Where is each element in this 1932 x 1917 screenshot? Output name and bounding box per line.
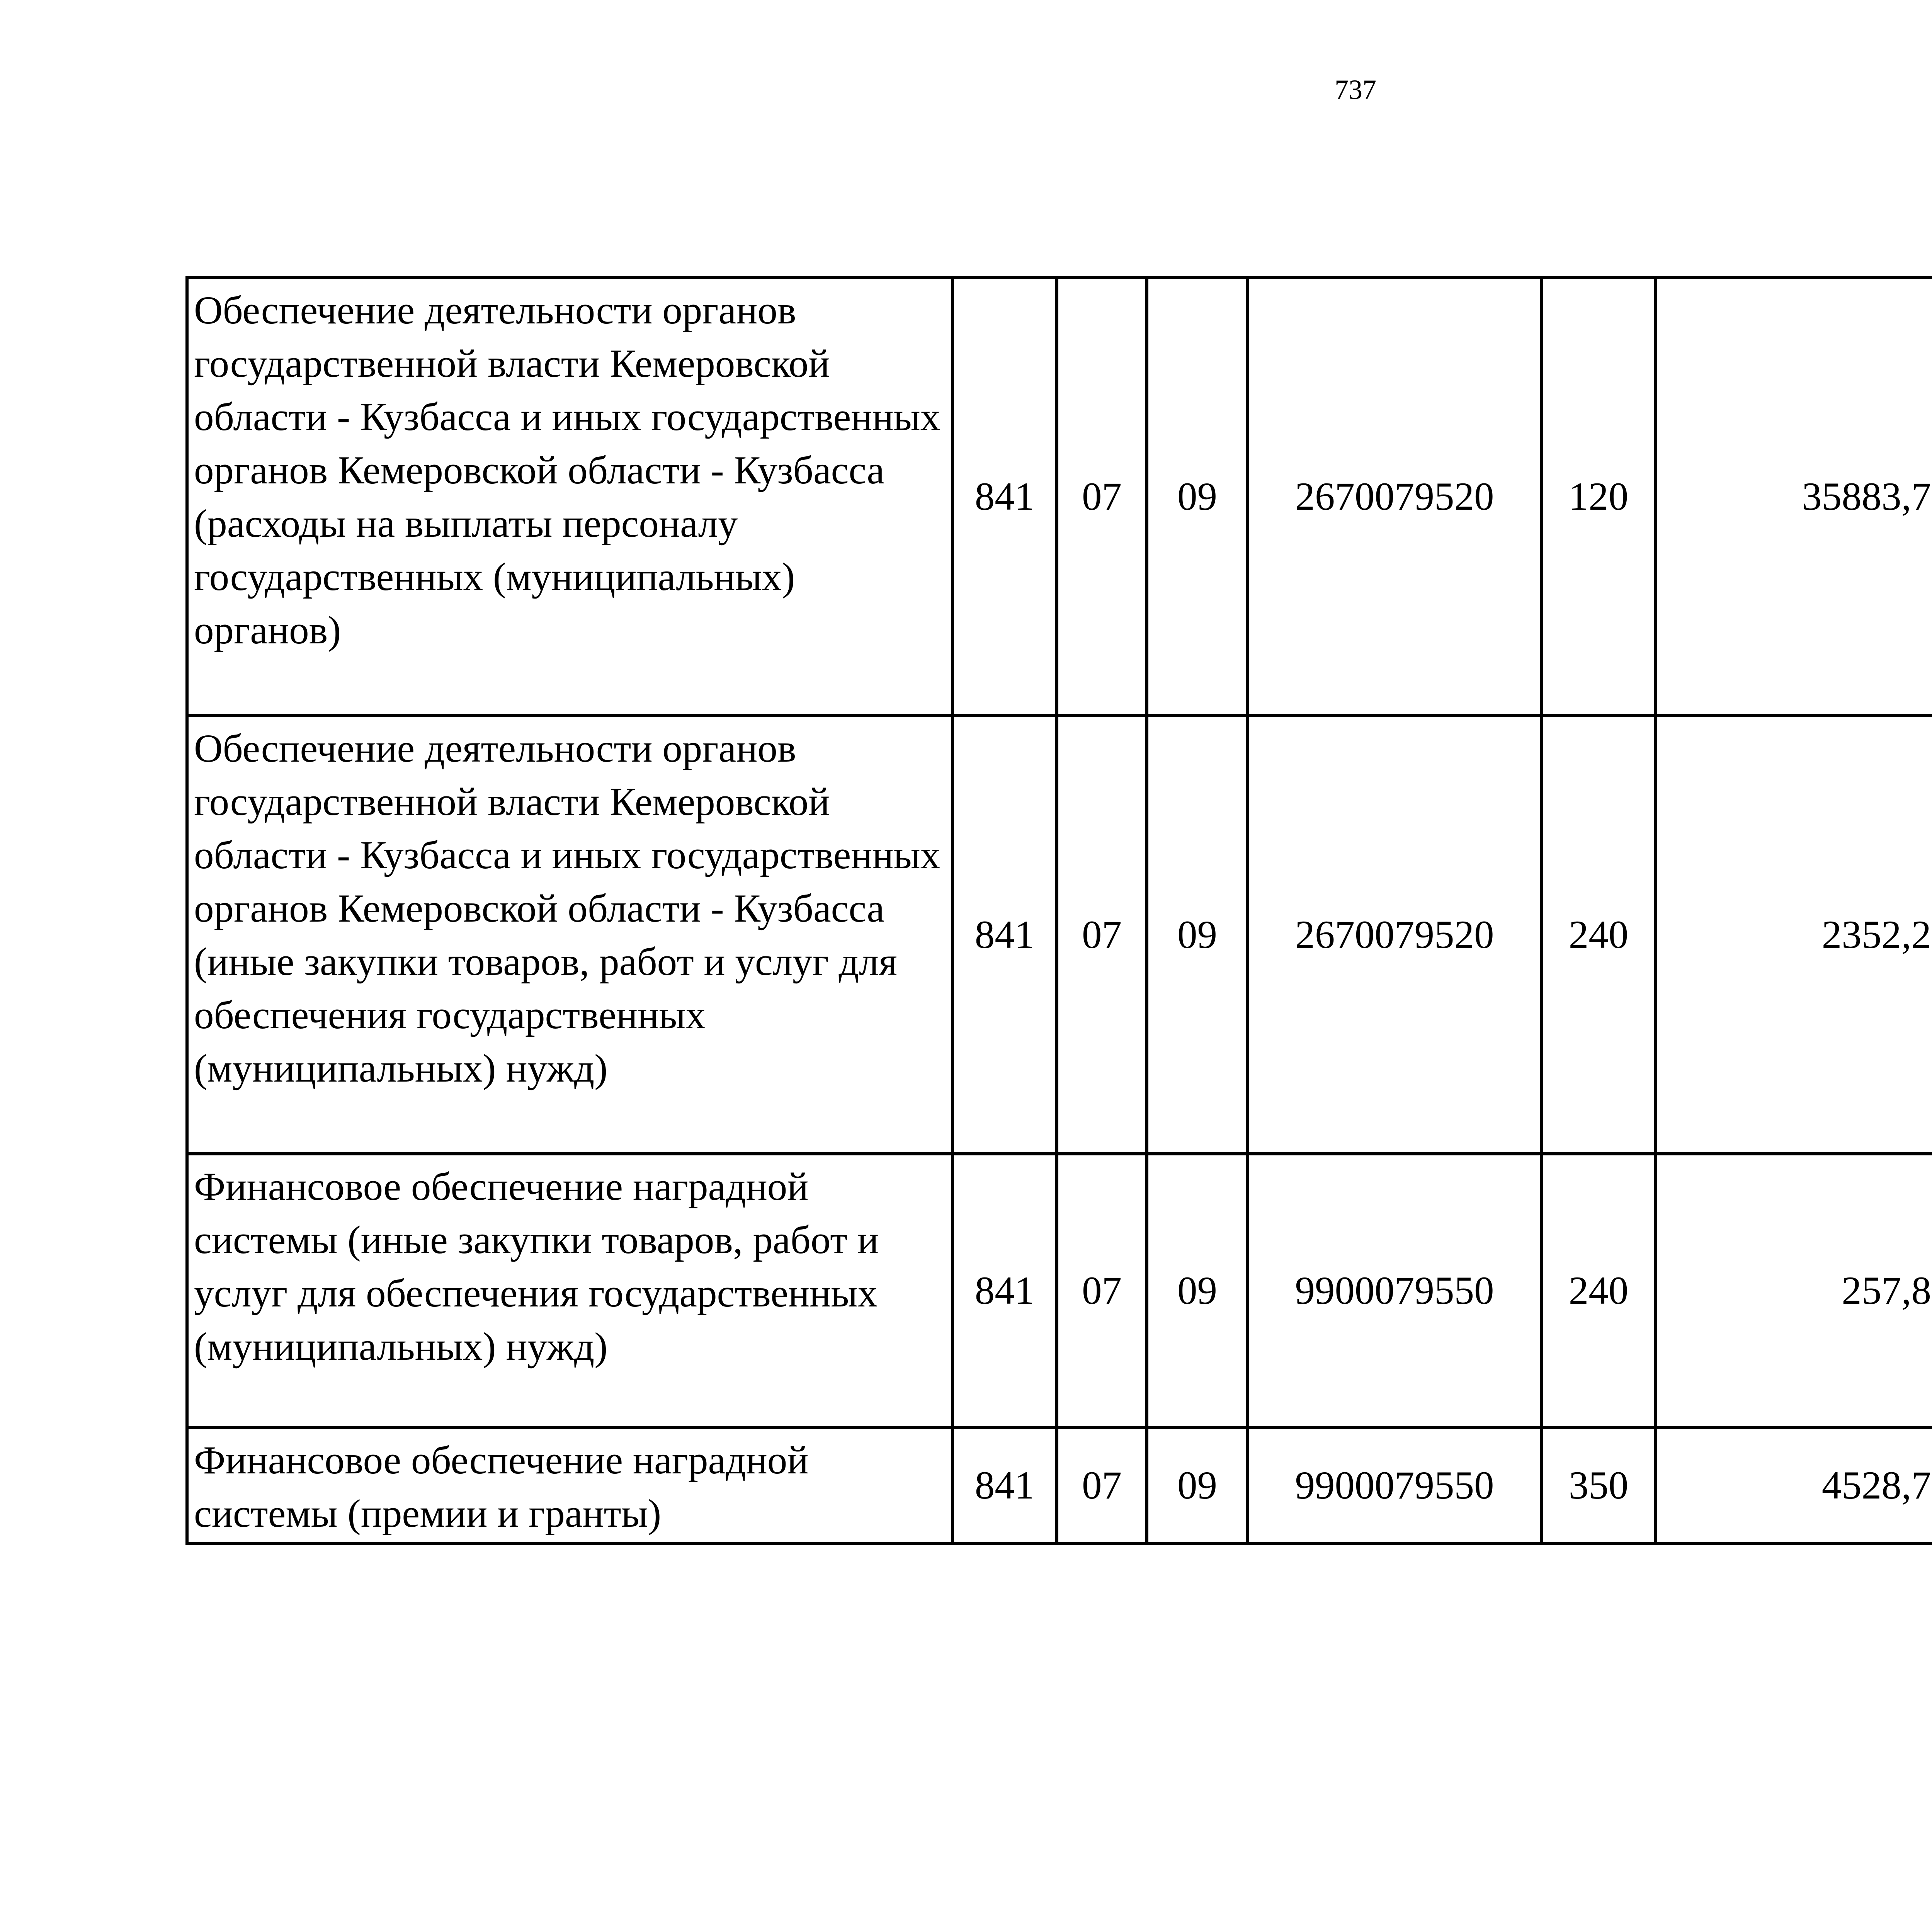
- row-description: Обеспечение деятельности органов государственной власти Кемеровской области - Кузбасса и иных государственных органов Кемеровской области - Кузбасса (иные закупки товаров, работ и услуг для обеспечения государственных (муниципальных) нужд): [187, 716, 952, 1154]
- section-code: 07: [1057, 716, 1147, 1154]
- subsection-code: 09: [1147, 716, 1248, 1154]
- table-row: [187, 716, 1932, 1154]
- row-description: Финансовое обеспечение наградной системы (иные закупки товаров, работ и услуг для обеспечения государственных (муниципальных) нужд): [187, 1154, 952, 1427]
- ministry-code: 841: [952, 1154, 1057, 1427]
- amount-year-1: 4528,7: [1656, 1427, 1932, 1543]
- page-number: 737: [1335, 74, 1376, 105]
- section-code: 07: [1057, 1154, 1147, 1427]
- ministry-code: 841: [952, 1427, 1057, 1543]
- section-code: 07: [1057, 277, 1147, 716]
- table-row: [187, 1154, 1932, 1427]
- expense-type-code: 350: [1541, 1427, 1656, 1543]
- amount-year-1: 257,8: [1656, 1154, 1932, 1427]
- subsection-code: 09: [1147, 1154, 1248, 1427]
- target-article-code: 2670079520: [1248, 277, 1541, 716]
- subsection-code: 09: [1147, 1427, 1248, 1543]
- table-row: [187, 277, 1932, 716]
- budget-table: [185, 276, 1932, 1545]
- section-code: 07: [1057, 1427, 1147, 1543]
- ministry-code: 841: [952, 716, 1057, 1154]
- expense-type-code: 240: [1541, 1154, 1656, 1427]
- ministry-code: 841: [952, 277, 1057, 716]
- subsection-code: 09: [1147, 277, 1248, 716]
- target-article-code: 9900079550: [1248, 1427, 1541, 1543]
- target-article-code: 2670079520: [1248, 716, 1541, 1154]
- expense-type-code: 240: [1541, 716, 1656, 1154]
- row-description: Финансовое обеспечение наградной системы (премии и гранты): [187, 1427, 952, 1543]
- table-row: [187, 1427, 1932, 1543]
- amount-year-1: 2352,2: [1656, 716, 1932, 1154]
- row-description: Обеспечение деятельности органов государственной власти Кемеровской области - Кузбасса и иных государственных органов Кемеровской области - Кузбасса (расходы на выплаты персоналу государственных (муниципальных) органов): [187, 277, 952, 716]
- expense-type-code: 120: [1541, 277, 1656, 716]
- target-article-code: 9900079550: [1248, 1154, 1541, 1427]
- amount-year-1: 35883,7: [1656, 277, 1932, 716]
